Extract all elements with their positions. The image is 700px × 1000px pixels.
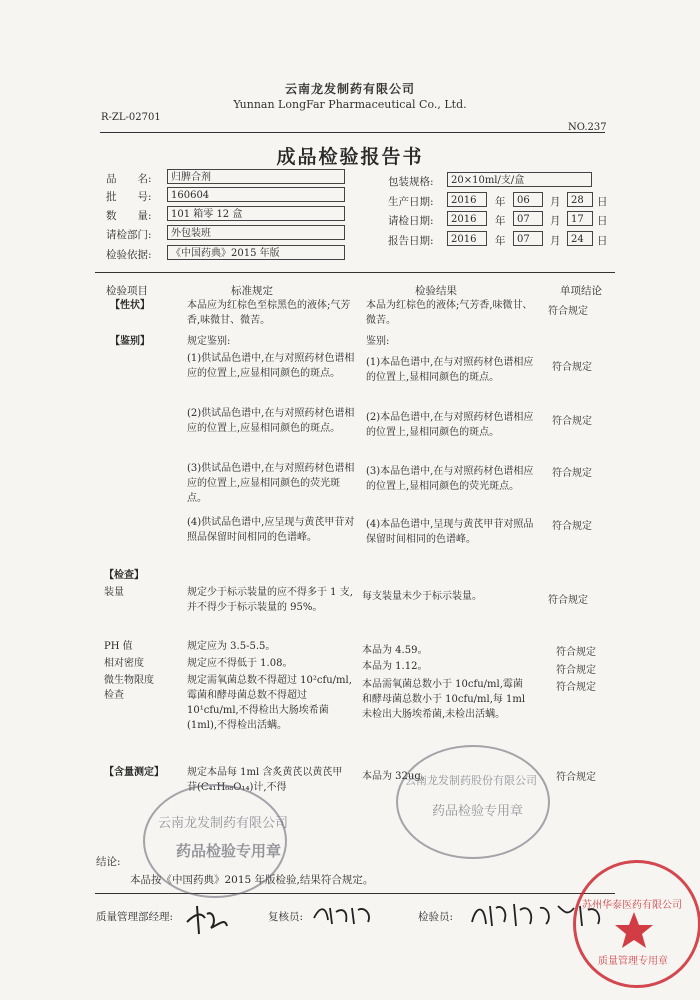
row-result: 本品为 32ug。 [362, 771, 431, 782]
row-conclusion: 符合规定 [556, 772, 596, 783]
row-standard: 规定本品每 1ml 含炙黄芪以黄芪甲苷(C₄₁H₆₈O₁₄)计,不得 [187, 767, 343, 793]
col-header-standard: 标准规定 [231, 285, 273, 297]
red-stamp-purpose: 质量管理专用章 [598, 956, 668, 967]
reviewer-label: 复核员: [268, 911, 304, 923]
row-result: 鉴别: [366, 336, 390, 347]
row-result: (4)本品色谱中,呈现与黄芪甲苷对照品保留时间相同的色谱峰。 [366, 519, 534, 545]
year-char: 年 [495, 196, 506, 208]
row-conclusion: 符合规定 [552, 416, 592, 427]
day-char: 日 [597, 215, 608, 227]
reviewer-signature [310, 900, 380, 928]
row-conclusion: 符合规定 [552, 362, 592, 373]
dept-label: 请检部门: [106, 229, 152, 241]
product-label: 品 名: [106, 173, 152, 185]
inspector-label: 检验员: [418, 911, 454, 923]
red-stamp-company: 苏州华泰医药有限公司 [582, 900, 682, 911]
serial-number: NO.237 [568, 122, 607, 133]
qa-manager-label: 质量管理部经理: [96, 911, 174, 923]
row-standard: 规定需氧菌总数不得超过 10²cfu/ml,霉菌和酵母菌总数不得超过 10¹cfu/ml,不得检出大肠埃希菌(1ml),不得检出活螨。 [187, 675, 352, 731]
report-year: 2016 [447, 231, 487, 246]
company-name-en: Yunnan LongFar Pharmaceutical Co., Ltd. [233, 98, 467, 111]
year-char: 年 [495, 215, 506, 227]
request-month: 07 [513, 211, 543, 226]
production-day: 28 [567, 192, 593, 207]
production-month: 06 [513, 192, 543, 207]
month-char: 月 [550, 196, 561, 208]
row-item: 【性状】 [110, 300, 150, 311]
row-item: 【含量测定】 [104, 767, 164, 778]
row-item: 【鉴别】 [110, 336, 150, 347]
batch-label: 批 号: [106, 191, 152, 203]
report-date-label: 报告日期: [388, 235, 434, 247]
day-char: 日 [597, 196, 608, 208]
row-conclusion: 符合规定 [548, 595, 588, 606]
stamp-middle-purpose: 药品检验专用章 [432, 804, 524, 819]
stamp-left-company: 云南龙发制药有限公司 [158, 816, 289, 831]
year-char: 年 [495, 235, 506, 247]
batch-value: 160604 [167, 187, 345, 202]
row-result: (2)本品色谱中,在与对照药材色谱相应的位置上,显相同颜色的斑点。 [366, 412, 534, 438]
row-result: 本品为红棕色的液体;气芳香,味微甘、微苦。 [366, 300, 533, 326]
qa-manager-signature [183, 900, 231, 938]
header-rule [100, 132, 605, 133]
row-conclusion: 符合规定 [556, 665, 596, 676]
row-conclusion: 符合规定 [556, 647, 596, 658]
conclusion-label: 结论: [96, 856, 121, 868]
stamp-left-purpose: 药品检验专用章 [176, 842, 282, 860]
production-year: 2016 [447, 192, 487, 207]
row-standard: 本品应为红棕色至棕黑色的液体;气芳香,味微甘、微苦。 [187, 300, 351, 326]
row-standard: (2)供试品色谱中,在与对照药材色谱相应的位置上,应显相同颜色的斑点。 [187, 408, 355, 434]
request-day: 17 [567, 211, 593, 226]
stamp-middle-company: 云南龙发制药股份有限公司 [405, 774, 537, 787]
row-standard: (4)供试品色谱中,应呈现与黄芪甲苷对照品保留时间相同的色谱峰。 [187, 517, 355, 543]
spec-label: 包装规格: [388, 176, 434, 188]
report-day: 24 [567, 231, 593, 246]
spec-value: 20×10ml/支/盒 [447, 172, 592, 187]
col-header-conclusion: 单项结论 [560, 285, 602, 297]
quantity-label: 数 量: [106, 210, 152, 222]
row-standard: (1)供试品色谱中,在与对照药材色谱相应的位置上,应显相同颜色的斑点。 [187, 353, 355, 379]
report-month: 07 [513, 231, 543, 246]
document-number: R-ZL-02701 [101, 112, 161, 123]
company-name-cn: 云南龙发制药有限公司 [284, 82, 415, 96]
row-result: 每支装量未少于标示装量。 [362, 591, 482, 602]
info-rule [95, 272, 615, 273]
conclusion-text: 本品按《中国药典》2015 年版检验,结果符合规定。 [130, 874, 374, 886]
row-item: 装量 [104, 587, 124, 598]
month-char: 月 [550, 235, 561, 247]
row-standard: 规定应为 3.5-5.5。 [187, 641, 276, 652]
row-conclusion: 符合规定 [552, 521, 592, 532]
row-standard: 规定少于标示装量的应不得多于 1 支,并不得少于标示装量的 95%。 [187, 587, 353, 613]
row-item: 微生物限度检查 [104, 675, 154, 701]
star-icon [614, 910, 654, 950]
row-result: (1)本品色谱中,在与对照药材色谱相应的位置上,显相同颜色的斑点。 [366, 357, 534, 383]
basis-value: 《中国药典》2015 年版 [167, 245, 345, 260]
product-value: 归脾合剂 [167, 169, 345, 184]
request-year: 2016 [447, 211, 487, 226]
row-standard: (3)供试品色谱中,在与对照药材色谱相应的位置上,应显相同颜色的荧光斑点。 [187, 463, 355, 504]
production-date-label: 生产日期: [388, 196, 434, 208]
row-standard: 规定应不得低于 1.08。 [187, 658, 293, 669]
row-standard: 规定鉴别: [187, 336, 231, 347]
row-item: 相对密度 [104, 658, 144, 669]
row-conclusion: 符合规定 [556, 682, 596, 693]
basis-label: 检验依据: [106, 249, 152, 261]
quantity-value: 101 箱零 12 盒 [167, 206, 345, 221]
row-result: 本品为 1.12。 [362, 661, 428, 672]
month-char: 月 [550, 215, 561, 227]
col-header-item: 检验项目 [106, 285, 148, 297]
conclusion-rule [95, 893, 615, 894]
col-header-result: 检验结果 [415, 285, 457, 297]
row-result: 本品需氧菌总数小于 10cfu/ml,霉菌和酵母菌总数小于 10cfu/ml,每 1ml 未检出大肠埃希菌,未检出活螨。 [362, 679, 526, 720]
day-char: 日 [597, 235, 608, 247]
request-date-label: 请检日期: [388, 215, 434, 227]
row-result: 本品为 4.59。 [362, 645, 428, 656]
report-title: 成品检验报告书 [276, 146, 424, 168]
row-result: (3)本品色谱中,在与对照药材色谱相应的位置上,显相同颜色的荧光斑点。 [366, 466, 534, 492]
row-item: 【检查】 [104, 570, 144, 581]
dept-value: 外包装班 [167, 225, 345, 240]
row-item: PH 值 [104, 641, 133, 652]
row-conclusion: 符合规定 [548, 306, 588, 317]
row-conclusion: 符合规定 [552, 468, 592, 479]
